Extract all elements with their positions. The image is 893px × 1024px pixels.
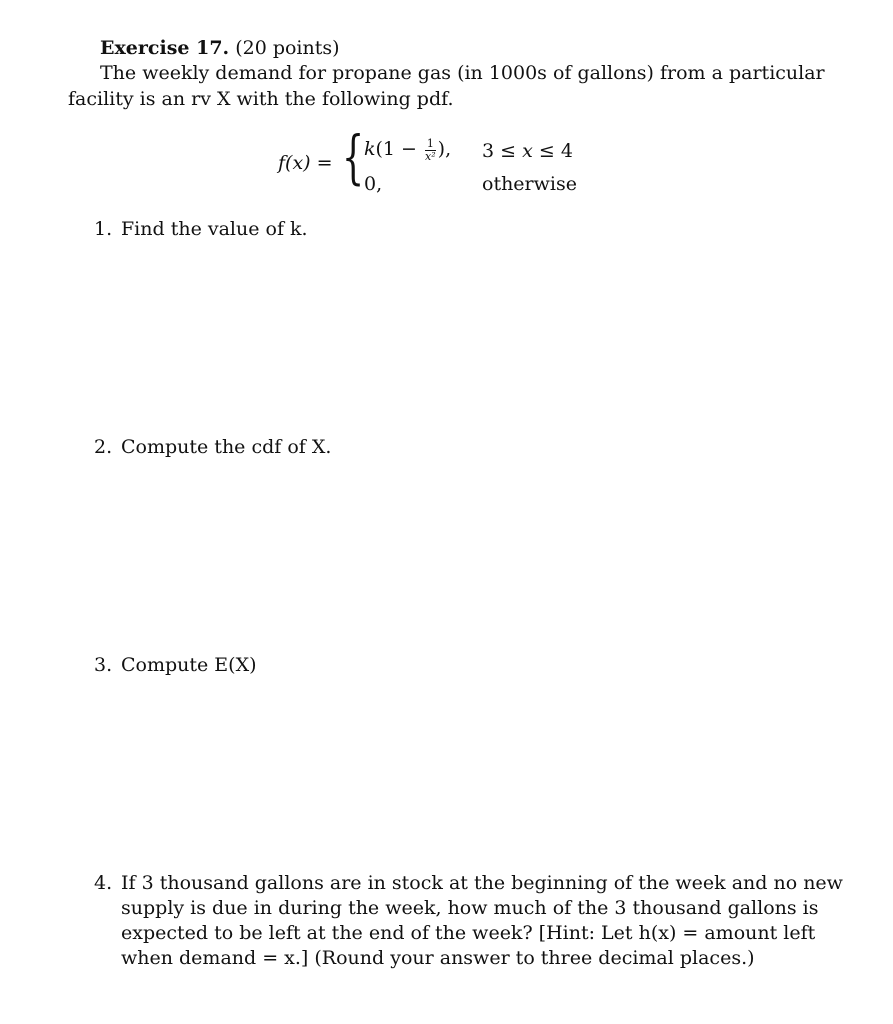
case1-condition — [482, 140, 573, 162]
case2-condition: otherwise — [482, 173, 577, 195]
formula-equals: = — [316, 152, 333, 174]
question-text: Find the value of k. — [121, 218, 308, 240]
condition-variable: x — [522, 140, 533, 162]
pdf-formula — [278, 123, 598, 200]
question-4-line-1: If 3 thousand gallons are in stock at the beginning of the week and no new — [121, 872, 843, 894]
case1-coefficient: k — [364, 138, 376, 161]
formula-case-1 — [364, 138, 451, 162]
left-brace: { — [342, 123, 365, 191]
intro-text-line-1: The weekly demand for propane gas (in 1000s of gallons) from a particular — [100, 62, 825, 84]
formula-case-2: 0, — [364, 173, 383, 195]
condition-lower: 3 ≤ — [482, 140, 517, 162]
exercise-title: Exercise 17. — [100, 37, 230, 59]
intro-text-line-2: facility is an rv X with the following pdf. — [68, 88, 454, 110]
question-text: Compute E(X) — [121, 654, 257, 676]
question-4-line-2: supply is due in during the week, how much of the 3 thousand gallons is — [121, 897, 819, 919]
fraction — [425, 138, 436, 162]
question-number: 4. — [94, 872, 113, 894]
question-2 — [94, 436, 331, 458]
question-1 — [94, 218, 308, 240]
question-3 — [94, 654, 257, 676]
exercise-header — [100, 37, 340, 59]
question-4-line-3: expected to be left at the end of the week? [Hint: Let h(x) = amount left — [121, 922, 816, 944]
question-number: 3. — [94, 654, 113, 676]
fraction-denominator: x² — [425, 149, 436, 163]
condition-upper: ≤ 4 — [538, 140, 573, 162]
formula-function: f(x) — [278, 152, 311, 174]
exercise-points: (20 points) — [235, 37, 340, 59]
question-text: Compute the cdf of X. — [121, 436, 332, 458]
fraction-numerator: 1 — [426, 137, 434, 150]
case1-open: (1 − — [375, 138, 417, 161]
question-number: 2. — [94, 436, 113, 458]
question-number: 1. — [94, 218, 113, 240]
question-4-line-4: when demand = x.] (Round your answer to three decimal places.) — [121, 947, 755, 969]
formula-lhs — [278, 152, 333, 174]
case1-close: ), — [437, 138, 452, 161]
